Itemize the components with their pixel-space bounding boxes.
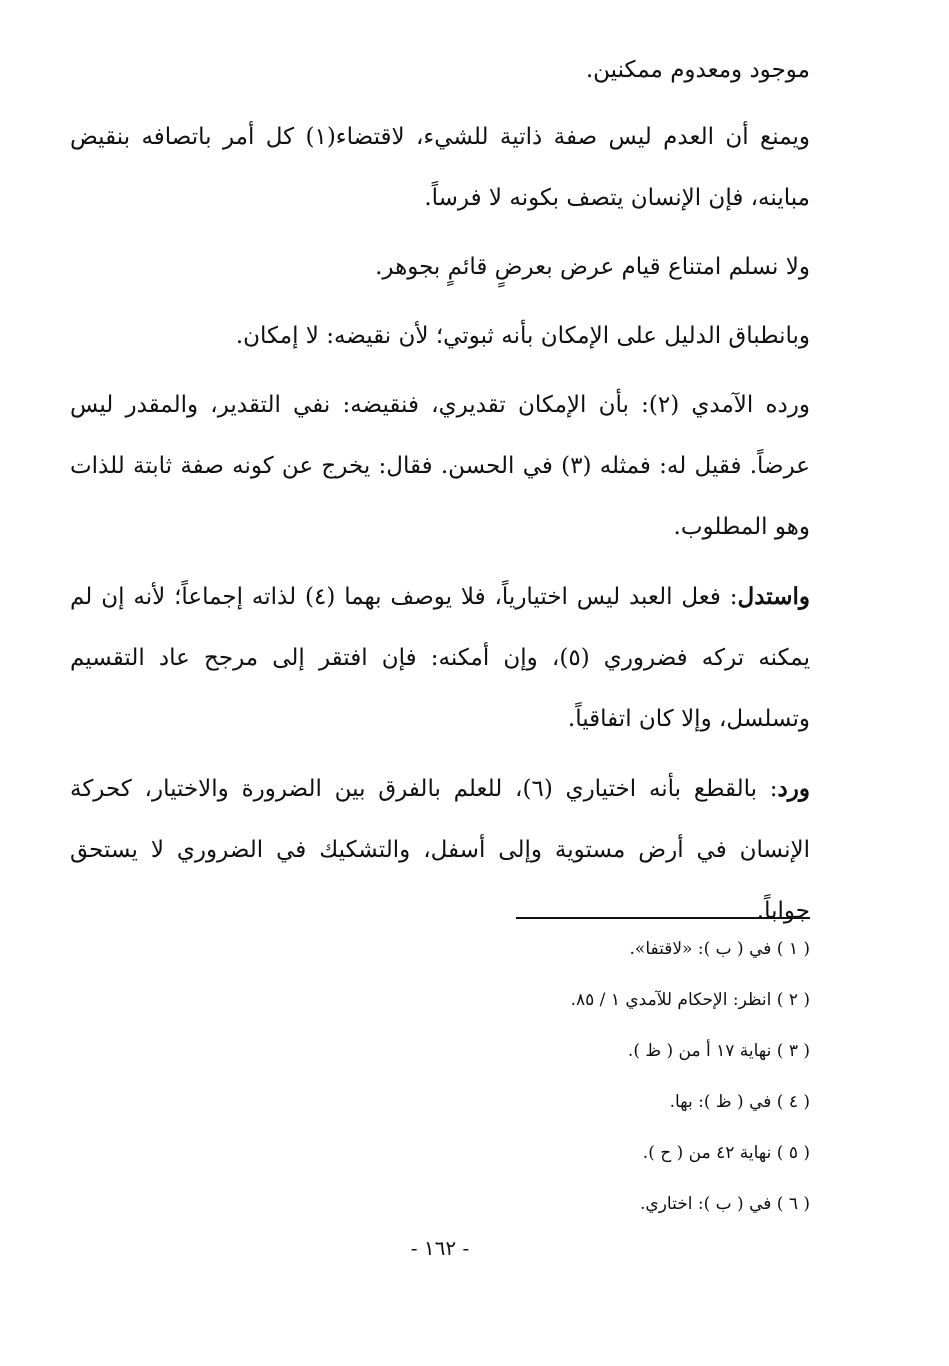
paragraph-text: ولا نسلم امتناع قيام عرض بعرضٍ قائمٍ بجوهر. [375, 254, 810, 280]
paragraph [70, 40, 810, 101]
footnote: ( ٥ ) نهاية ٤٢ من ( ح ). [642, 1143, 810, 1163]
footnote: ( ٢ ) انظر: الإحكام للآمدي ١ / ٨٥. [570, 990, 810, 1010]
main-text [70, 40, 810, 942]
paragraph [70, 758, 810, 942]
page-number: - ١٦٢ - [410, 1236, 470, 1260]
paragraph-text: ورده الآمدي (٢): بأن الإمكان تقديري، فنقيضه: نفي التقدير، والمقدر ليس عرضاً. فقيل له: فمثله (٣) في الحسن. فقال: يخرج عن كونه صفة ثابتة للذات وهو المطلوب. [70, 392, 810, 540]
paragraph-lead: واستدل [737, 583, 810, 610]
paragraph-text: : فعل العبد ليس اختيارياً، فلا يوصف بهما (٤) لذاته إجماعاً؛ لأنه إن لم يمكنه تركه فضروري (٥)، وإن أمكنه: فإن افتقر إلى مرجح عاد التقسيم وتسلسل، وإلا كان اتفاقياً. [70, 584, 811, 732]
footnote: ( ٣ ) نهاية ١٧ أ من ( ظ ). [627, 1041, 810, 1061]
paragraph-text: موجود ومعدوم ممكنين. [585, 57, 810, 83]
paragraph-text: ويمنع أن العدم ليس صفة ذاتية للشيء، لاقتضاء(١) كل أمر باتصافه بنقيض مباينه، فإن الإنسان يتصف بكونه لا فرساً. [70, 124, 811, 211]
footnote: ( ١ ) في ( ب ): «لاقتفا». [629, 939, 810, 959]
paragraph-lead: ورد [777, 775, 811, 802]
footnote-separator [516, 917, 810, 919]
paragraph [70, 237, 810, 298]
document-page [70, 40, 810, 1330]
paragraph [70, 375, 810, 558]
paragraph [70, 306, 810, 367]
paragraph-text: : بالقطع بأنه اختياري (٦)، للعلم بالفرق بين الضرورة والاختيار، كحركة الإنسان في أرض مستوية وإلى أسفل، والتشكيك في الضروري لا يستحق جواباً. [70, 776, 810, 924]
footnote: ( ٤ ) في ( ظ ): بها. [669, 1092, 810, 1112]
paragraph-text: وبانطباق الدليل على الإمكان بأنه ثبوتي؛ لأن نقيضه: لا إمكان. [235, 323, 810, 349]
paragraph [70, 107, 810, 229]
footnote: ( ٦ ) في ( ب ): اختاري. [640, 1194, 810, 1214]
paragraph [70, 566, 810, 750]
footnotes [70, 924, 810, 1230]
